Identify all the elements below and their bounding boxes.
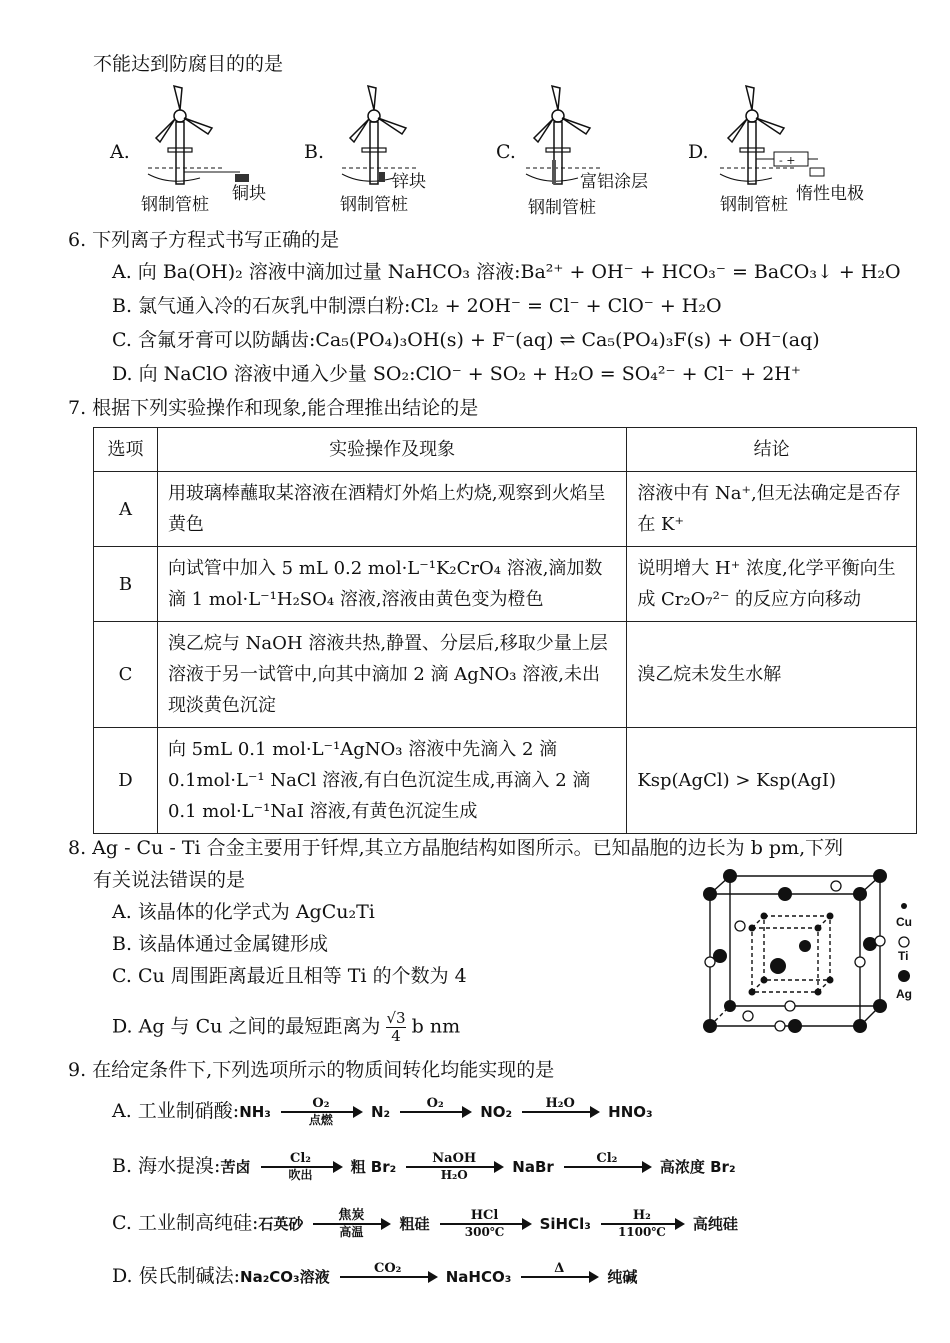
q8-d-suffix: b nm (411, 1015, 461, 1038)
q8-d-prefix: D. Ag 与 Cu 之间的最短距离为 (112, 1015, 381, 1038)
row-option: D (94, 728, 158, 834)
q7-table (93, 427, 917, 834)
legend-cu: Cu (896, 915, 912, 929)
q9-c-arrow3: $\frac{\text{H₂}}{1100℃}$ (601, 1209, 683, 1239)
row-option: B (94, 547, 158, 622)
q9-d-s1: NaHCO₃ (445, 1268, 512, 1286)
table-row (94, 547, 917, 622)
table-row (94, 728, 917, 834)
q9-b-s2: NaBr (512, 1158, 554, 1176)
q5-a-pile-label: 钢制管桩 (141, 195, 209, 214)
row-operation: 向试管中加入 5 mL 0.2 mol·L⁻¹K₂CrO₄ 溶液,滴加数滴 1 mol·L⁻¹H₂SO₄ 溶液,溶液由黄色变为橙色 (157, 547, 626, 622)
row-option: A (94, 472, 158, 547)
q9-b-arrow3: Cl₂ (564, 1152, 650, 1182)
q8-d-denominator: 4 (391, 1027, 401, 1045)
q5-b-part-label: 锌块 (392, 172, 426, 191)
row-operation: 用玻璃棒蘸取某溶液在酒精灯外焰上灼烧,观察到火焰呈黄色 (157, 472, 626, 547)
table-row (94, 622, 917, 728)
q9-c-arrow1: 焦炭 高温 (313, 1209, 389, 1239)
row-operation: 溴乙烷与 NaOH 溶液共热,静置、分层后,移取少量上层溶液于另一试管中,向其中滴加 2 滴 AgNO₃ 溶液,未出现淡黄色沉淀 (157, 622, 626, 728)
q5-stem-tail: 不能达到防腐目的的是 (93, 53, 284, 75)
q5-b-pile-label: 钢制管桩 (340, 195, 408, 214)
row-conclusion: 溴乙烷未发生水解 (627, 622, 917, 728)
q9-a-s0: NH₃ (239, 1103, 271, 1121)
q5-option-b-letter: B. (304, 141, 325, 163)
legend-ag: Ag (896, 987, 912, 1001)
q6-option-a: A. 向 Ba(OH)₂ 溶液中滴加过量 NaHCO₃ 溶液:Ba²⁺ + OH⁻ + HCO₃⁻ = BaCO₃↓ + H₂O (112, 261, 901, 283)
q9-b-label: B. 海水提溴: (112, 1155, 221, 1177)
q5-option-c-letter: C. (496, 141, 516, 163)
row-operation: 向 5mL 0.1 mol·L⁻¹AgNO₃ 溶液中先滴入 2 滴 0.1mol·L⁻¹ NaCl 溶液,有白色沉淀生成,再滴入 2 滴 0.1 mol·L⁻¹NaI 溶液,有黄色沉淀生成 (157, 728, 626, 834)
q8-option-a: A. 该晶体的化学式为 AgCu₂Ti (112, 901, 375, 923)
q5-a-part-label: 铜块 (232, 184, 266, 203)
q9-a-s1: N₂ (370, 1103, 391, 1121)
q9-c-s0: 石英砂 (258, 1215, 304, 1233)
q9-c-s3: 高纯硅 (692, 1215, 738, 1233)
q9-b-arrow2: NaOH H₂O (406, 1152, 502, 1182)
q9-c-label: C. 工业制高纯硅: (112, 1212, 259, 1234)
q9-d-arrow2: Δ (521, 1262, 597, 1292)
q6-option-c: C. 含氟牙膏可以防龋齿:Ca₅(PO₄)₃OH(s) + F⁻(aq) ⇌ Ca₅(PO₄)₃F(s) + OH⁻(aq) (112, 329, 820, 351)
header-conclusion: 结论 (627, 428, 917, 472)
q8-stem-line2: 有关说法错误的是 (93, 869, 246, 891)
q9-option-c (112, 1207, 738, 1240)
q5-d-pile-label: 钢制管桩 (720, 195, 788, 214)
q7-stem: 7. 根据下列实验操作和现象,能合理推出结论的是 (68, 397, 479, 419)
table-row (94, 472, 917, 547)
q9-d-arrow1: CO₂ (340, 1262, 436, 1292)
q5-c-pile-label: 钢制管桩 (528, 198, 596, 217)
svg-text:- +: - + (779, 154, 796, 167)
q9-option-a (112, 1095, 653, 1128)
q9-a-s3: HNO₃ (608, 1103, 653, 1121)
q9-d-s0: Na₂CO₃溶液 (240, 1268, 330, 1286)
q9-b-s0: 苦卤 (220, 1158, 251, 1176)
q9-c-s1: 粗硅 (399, 1215, 430, 1233)
q9-c-arrow2: HCl 300℃ (440, 1209, 530, 1239)
row-conclusion: 溶液中有 Na⁺,但无法确定是否存在 K⁺ (627, 472, 917, 547)
q9-option-d (112, 1260, 637, 1293)
q8-option-c: C. Cu 周围距离最近且相等 Ti 的个数为 4 (112, 965, 467, 987)
q9-a-label: A. 工业制硝酸: (112, 1100, 240, 1122)
q5-option-d-letter: D. (688, 141, 709, 163)
q9-a-arrow1: O₂ 点燃 (281, 1097, 361, 1127)
header-option: 选项 (94, 428, 158, 472)
q5-d-part-label: 惰性电极 (796, 184, 864, 203)
turbine-d (688, 86, 824, 184)
q9-b-s3: 高浓度 Br₂ (659, 1158, 736, 1176)
q9-stem: 9. 在给定条件下,下列选项所示的物质间转化均能实现的是 (68, 1059, 555, 1081)
q8-stem-line1: 8. Ag - Cu - Ti 合金主要用于钎焊,其立方晶胞结构如图所示。已知晶胞的边长为 b pm,下列 (68, 837, 844, 859)
q5-c-part-label: 富铝涂层 (580, 172, 648, 191)
row-conclusion: 说明增大 H⁺ 浓度,化学平衡向生成 Cr₂O₇²⁻ 的反应方向移动 (627, 547, 917, 622)
turbine-a (109, 86, 249, 184)
q9-c-s2: SiHCl₃ (539, 1215, 591, 1233)
crystal-cell-diagram (690, 866, 930, 1046)
q9-option-b (112, 1150, 736, 1183)
row-conclusion: Ksp(AgCl) > Ksp(AgI) (627, 728, 917, 834)
q9-a-s2: NO₂ (480, 1103, 513, 1121)
q9-a-arrow2: O₂ (400, 1097, 470, 1127)
q8-d-fraction (386, 1010, 405, 1045)
q6-option-d: D. 向 NaClO 溶液中通入少量 SO₂:ClO⁻ + SO₂ + H₂O = SO₄²⁻ + Cl⁻ + 2H⁺ (112, 363, 801, 385)
q9-b-arrow1: Cl₂ 吹出 (261, 1152, 341, 1182)
q8-option-b: B. 该晶体通过金属键形成 (112, 933, 329, 955)
header-operation: 实验操作及现象 (157, 428, 626, 472)
q9-d-s2: 纯碱 (607, 1268, 638, 1286)
q8-d-numerator: √3 (386, 1009, 406, 1027)
q9-d-label: D. 侯氏制碱法: (112, 1265, 241, 1287)
q9-a-arrow3: H₂O (522, 1097, 598, 1127)
row-option: C (94, 622, 158, 728)
q5-option-a-letter: A. (110, 141, 130, 163)
table-header-row (94, 428, 917, 472)
legend-ti: Ti (898, 949, 909, 963)
q8-option-d (112, 1010, 460, 1045)
q6-stem: 6. 下列离子方程式书写正确的是 (68, 229, 340, 251)
q6-option-b: B. 氯气通入冷的石灰乳中制漂白粉:Cl₂ + 2OH⁻ = Cl⁻ + ClO⁻ + H₂O (112, 295, 722, 317)
q9-b-s1: 粗 Br₂ (350, 1158, 397, 1176)
